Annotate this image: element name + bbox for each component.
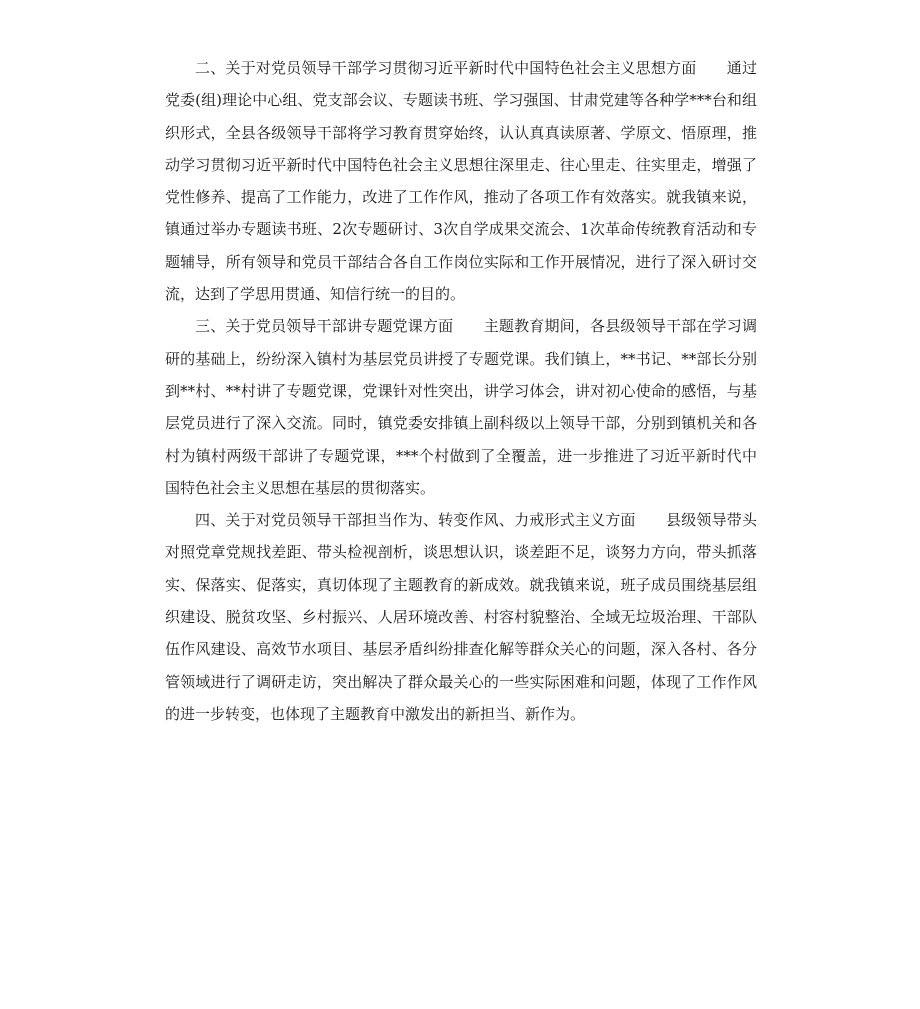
document-page — [165, 52, 757, 730]
paragraph-style-transformation: 四、关于对党员领导干部担当作为、转变作风、力戒形式主义方面 县级领导带头对照党章党规找差距、带头检视剖析，谈思想认识，谈差距不足，谈努力方向，带头抓落实、保落实、促落实，真切体现了主题教育的新成效。就我镇来说，班子成员围绕基层组织建设、脱贫攻坚、乡村振兴、人居环境改善、村容村貌整治、全域无垃圾治理、干部队伍作风建设、高效节水项目、基层矛盾纠纷排查化解等群众关心的问题，深入各村、各分管领域进行了调研走访，突出解决了群众最关心的一些实际困难和问题，体现了工作作风的进一步转变，也体现了主题教育中激发出的新担当、新作为。 — [165, 511, 757, 723]
paragraph-party-lectures: 三、关于党员领导干部讲专题党课方面 主题教育期间，各县级领导干部在学习调研的基础上，纷纷深入镇村为基层党员讲授了专题党课。我们镇上，**书记、**部长分别到**村、**村讲了专题党课，党课针对性突出，讲学习体会，讲对初心使命的感悟，与基层党员进行了深入交流。同时，镇党委安排镇上副科级以上领导干部，分别到镇机关和各村为镇村两级干部讲了专题党课，***个村做到了全覆盖，进一步推进了习近平新时代中国特色社会主义思想在基层的贯彻落实。 — [165, 317, 757, 497]
paragraph-study-thought: 二、关于对党员领导干部学习贯彻习近平新时代中国特色社会主义思想方面 通过党委(组)理论中心组、党支部会议、专题读书班、学习强国、甘肃党建等各种学***台和组织形式，全县各级领导干部将学习教育贯穿始终，认认真真读原著、学原文、悟原理，推动学习贯彻习近平新时代中国特色社会主义思想往深里走、往心里走、往实里走，增强了党性修养、提高了工作能力，改进了工作作风，推动了各项工作有效落实。就我镇来说，镇通过举办专题读书班、2次专题研讨、3次自学成果交流会、1次革命传统教育活动和专题辅导，所有领导和党员干部结合各自工作岗位实际和工作开展情况，进行了深入研讨交流，达到了学思用贯通、知信行统一的目的。 — [165, 59, 757, 304]
